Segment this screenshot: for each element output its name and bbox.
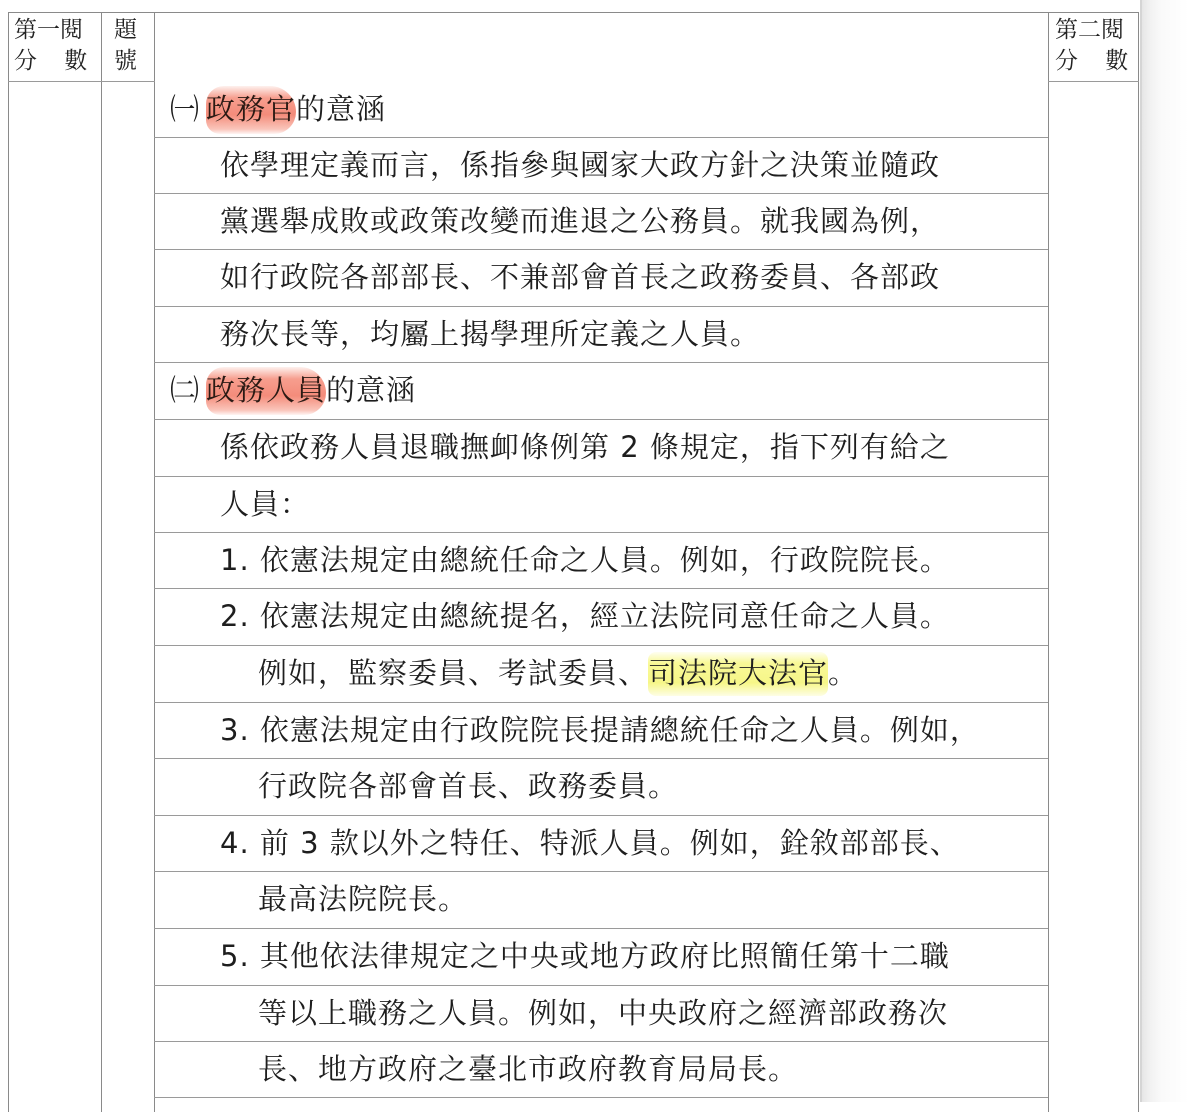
line-before: 例如，監察委員、考試委員、 (258, 656, 649, 690)
list-item: 2. 依憲法規定由總統提名，經立法院同意任命之人員。 (220, 599, 950, 633)
score-label-2: 分 數 (1055, 48, 1139, 74)
list-item: 3. 依憲法規定由行政院院長提請總統任命之人員。例如， (220, 713, 980, 747)
section-marker: ㈡ (170, 373, 201, 407)
list-item: 5. 其他依法律規定之中央或地方政府比照簡任第十二職 (220, 939, 950, 973)
header-bottom-left (8, 81, 155, 82)
list-item-continuation (258, 645, 858, 701)
heading-suffix: 的意涵 (296, 92, 387, 126)
list-item: 1. 依憲法規定由總統任命之人員。例如，行政院院長。 (220, 543, 950, 577)
section-heading-1 (170, 81, 386, 137)
list-item-continuation: 等以上職務之人員。例如，中央政府之經濟部政務次 (258, 996, 949, 1030)
section-marker: ㈠ (170, 92, 201, 126)
second-review-score-header (1055, 15, 1138, 77)
list-item: 4. 前 3 款以外之特任、特派人員。例如，銓敘部部長、 (220, 826, 960, 860)
row-line (154, 1097, 1048, 1098)
list-item-continuation: 長、地方政府之臺北市政府教育局局長。 (258, 1052, 799, 1086)
body-line: 依學理定義而言，係指參與國家大政方針之決策並隨政 (220, 148, 941, 182)
first-review-label: 第一閱 (14, 17, 83, 43)
line-after: 。 (828, 656, 859, 690)
number-label: 號 (114, 48, 137, 74)
highlighted-term: 政務人員 (206, 367, 326, 415)
heading-suffix: 的意涵 (326, 373, 417, 407)
body-line: 人員： (220, 487, 311, 521)
second-review-label: 第二閱 (1055, 17, 1124, 43)
column-divider-2 (154, 12, 155, 1112)
score-label: 分 數 (14, 48, 98, 74)
first-review-score-header (14, 15, 97, 77)
column-divider-3 (1048, 12, 1049, 1112)
list-item-continuation: 最高法院院長。 (258, 882, 469, 916)
column-divider-1 (101, 12, 102, 1112)
header-bottom-right (1048, 81, 1139, 82)
highlighted-term: 政務官 (206, 86, 296, 134)
page-shadow (1142, 0, 1189, 1102)
list-item-continuation: 行政院各部會首長、政務委員。 (258, 769, 679, 803)
highlighted-term-yellow: 司法院大法官 (648, 652, 828, 696)
question-label: 題 (114, 17, 137, 43)
question-number-header (114, 15, 137, 77)
body-line: 如行政院各部部長、不兼部會首長之政務委員、各部政 (220, 260, 941, 294)
body-line: 黨選舉成敗或政策改變而進退之公務員。就我國為例， (220, 204, 941, 238)
body-line: 係依政務人員退職撫卹條例第 2 條規定，指下列有給之 (220, 430, 950, 464)
body-line: 務次長等，均屬上揭學理所定義之人員。 (220, 317, 761, 351)
section-heading-2 (170, 362, 416, 418)
